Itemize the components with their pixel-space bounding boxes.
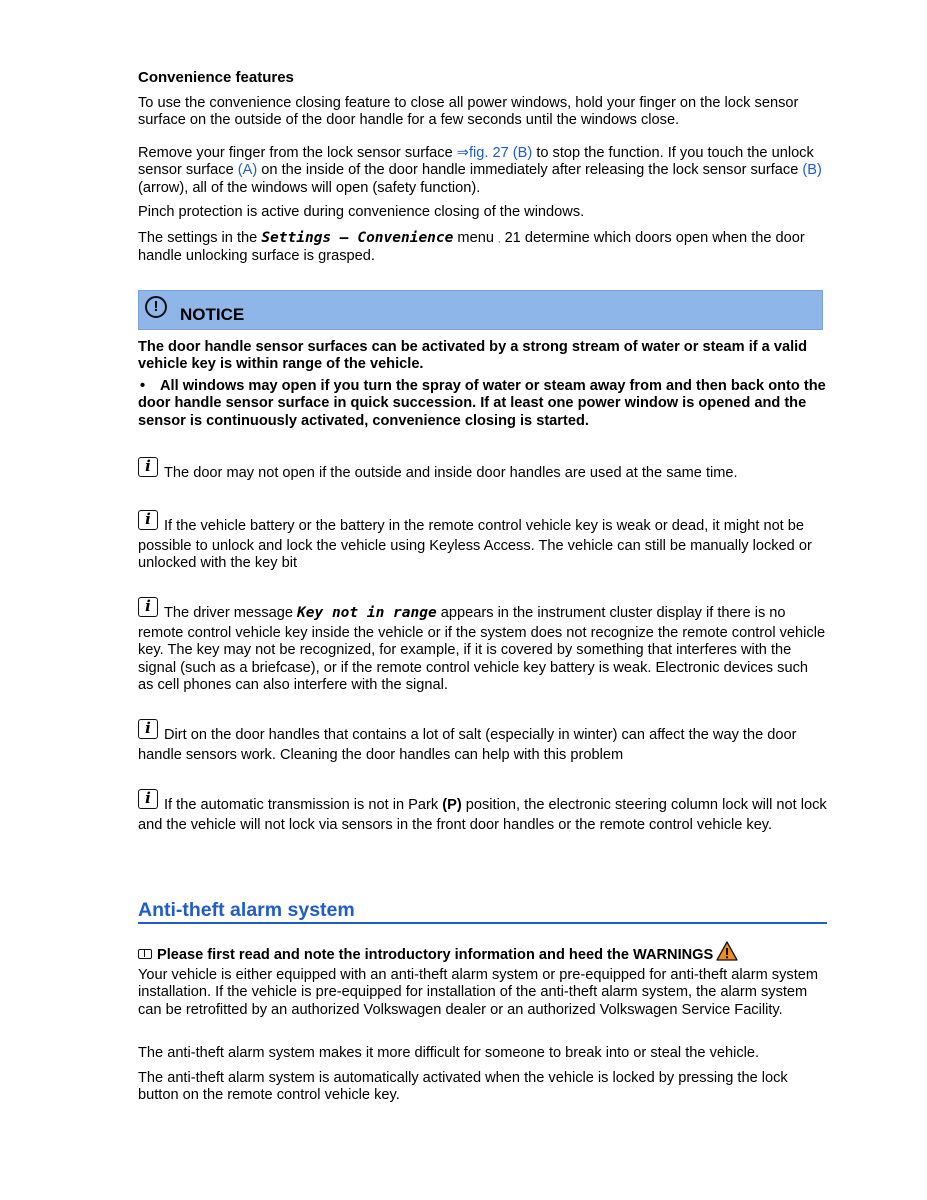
notice-title: NOTICE <box>180 305 245 324</box>
paragraph-activation: The anti-theft alarm system is automatically activated when the vehicle is locked by pressing the lock button on the remote control vehicle key. <box>138 1070 788 1104</box>
text-run: (arrow), all of the windows will open (safety function). <box>138 179 481 196</box>
text-run: The driver message <box>164 605 298 621</box>
text-run: to stop the function. If you touch the unlock sensor surface <box>138 145 814 179</box>
section-heading-anti-theft: Anti-theft alarm system <box>138 899 355 921</box>
park-position: (P) <box>442 797 462 813</box>
paragraph-equipped: Your vehicle is either equipped with an anti-theft alarm system or pre-equipped for anti-theft alarm system installation. If the vehicle is pre-equipped for installation of the anti-theft alarm system, the alarm system can be retrofitted by an authorized Volkswagen dealer or an authorized Volkswagen Service Facility. <box>138 967 819 1018</box>
info-note-text: If the vehicle battery or the battery in the remote control vehicle key is weak or dead, it might not be possible to unlock and lock the vehicle using Keyless Access. The vehicle can still be manually locked or unlocked with the key bit <box>138 518 812 572</box>
text-run: menu <box>453 230 498 246</box>
notice-bullet-text: All windows may open if you turn the spray of water or steam away from and then back onto the door handle sensor surface in quick succession. If at least one power window is opened and the sensor is continuously activated, convenience closing is started. <box>138 378 826 429</box>
info-icon: i <box>138 597 158 617</box>
paragraph-stop-function <box>138 145 827 197</box>
section-heading-convenience: Convenience features <box>138 69 294 86</box>
warning-triangle-icon[interactable] <box>716 941 738 966</box>
warnings-intro-text: Please first read and note the introductory information and heed the WARNINGS <box>157 947 714 963</box>
book-icon <box>138 949 152 959</box>
paragraph-convenience-closing: To use the convenience closing feature to close all power windows, hold your finger on the lock sensor surface on the outside of the door handle for a few seconds until the windows close. <box>138 95 799 129</box>
exclamation-icon: ! <box>145 296 167 318</box>
notice-bullet-item <box>138 378 827 430</box>
driver-message: Key not in range <box>297 605 437 621</box>
info-note-1 <box>138 457 827 485</box>
heading-rule <box>138 922 827 924</box>
notice-banner <box>138 290 823 330</box>
info-icon: i <box>138 719 158 739</box>
paragraph-pinch-protection: Pinch protection is active during convenience closing of the windows. <box>138 204 585 220</box>
info-note-3 <box>138 597 827 695</box>
info-icon: i <box>138 457 158 477</box>
text-run: If the automatic transmission is not in Park <box>164 797 443 813</box>
label-link-b[interactable]: (B) <box>802 162 822 179</box>
paragraph-settings-menu <box>138 230 827 266</box>
notice-paragraph: The door handle sensor surfaces can be activated by a strong stream of water or steam if a valid vehicle key is within range of the vehicle. <box>138 339 808 373</box>
label-link-a[interactable]: (A) <box>237 162 258 179</box>
info-note-5 <box>138 789 827 834</box>
text-run: The settings in the <box>138 230 262 246</box>
paragraph-difficult: The anti-theft alarm system makes it more difficult for someone to break into or steal the vehicle. <box>138 1045 760 1061</box>
info-note-4 <box>138 719 827 764</box>
info-note-text: The door may not open if the outside and inside door handles are used at the same time. <box>164 465 738 481</box>
bullet-marker: • <box>140 378 146 394</box>
figure-link[interactable]: ⇒fig. 27 (B) <box>456 145 533 161</box>
info-icon: i <box>138 789 158 809</box>
info-icon: i <box>138 510 158 530</box>
text-run: on the inside of the door handle immediately after releasing the lock sensor surface <box>257 162 803 179</box>
text-run: appears in the instrument cluster display if there is no remote control vehicle key inside the vehicle or if the system does not recognize the remote control vehicle key. The key may not be recognized, for example, if it is covered by something that interferes with the signal (such as a briefcase), or if the remote control vehicle key battery is weak. Electronic devices such as cell phones can also interfere with the signal. <box>138 605 826 694</box>
page-ref-marker: , <box>498 234 501 244</box>
info-note-text: Dirt on the door handles that contains a lot of salt (especially in winter) can affect the way the door handle sensors work. Cleaning the door handles can help with this problem <box>138 727 797 763</box>
text-run: Remove your finger from the lock sensor surface <box>138 145 457 161</box>
text-run: 21 determine which doors open when the door handle unlocking surface is grasped. <box>138 230 805 265</box>
info-note-2 <box>138 510 827 573</box>
warnings-intro <box>138 941 827 966</box>
menu-name: Settings – Convenience <box>261 230 454 246</box>
text-run: position, the electronic steering column lock will not lock and the vehicle will not lock via sensors in the front door handles or the remote control vehicle key. <box>138 797 827 833</box>
